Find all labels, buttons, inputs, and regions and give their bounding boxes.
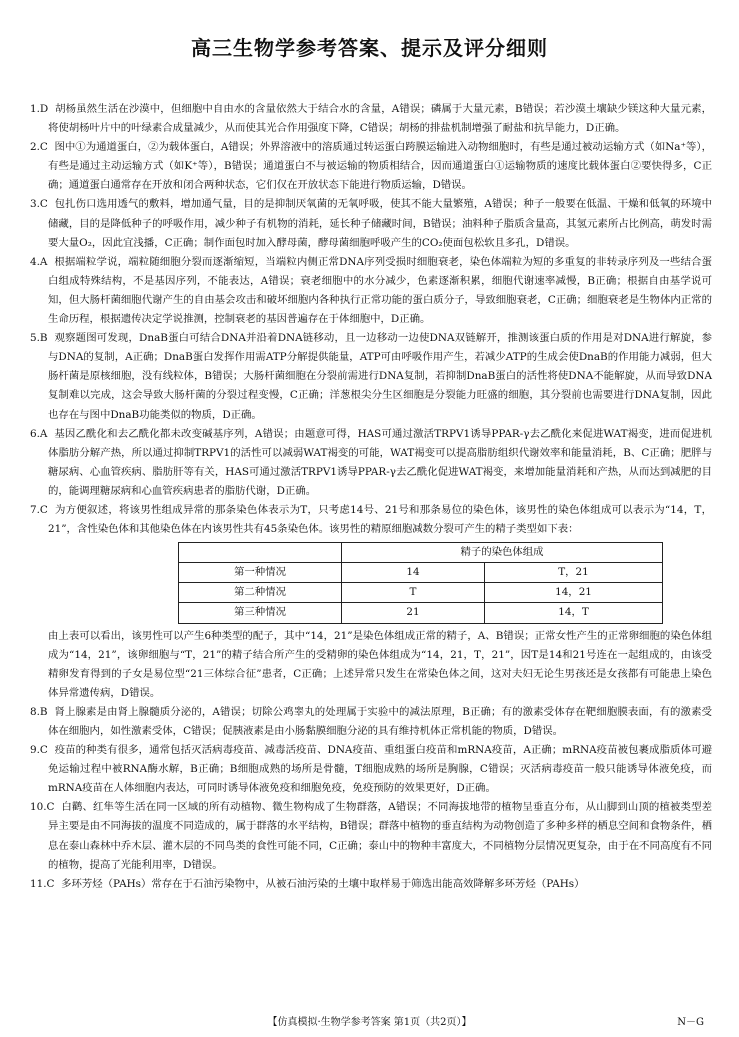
question-5: 5.B 观察题图可发现，DnaB蛋白可结合DNA并沿着DNA链移动，且一边移动一边使DNA双链解开，推测该蛋白质的作用是对DNA进行解旋，参与DNA的复制，A正确；DnaB蛋白发挥作用需ATP分解提供能量，ATP可由呼吸作用产生，若减少ATP的生成会使DnaB的作用能力减弱，但大肠杆菌是原核细胞，没有线粒体，B错误；大肠杆菌细胞在分裂前需进行DNA复制，若抑制DnaB蛋白的活性将使DNA不能解旋，从而导致DNA复制难以完成，这会导致大肠杆菌的分裂过程变慢，C正确；洋葱根尖分生区细胞是分裂能力旺盛的细胞，其分裂前也需要进行DNA复制，因此也存在与图中DnaB功能类似的物质，D正确。 xyxy=(30,332,713,421)
row-label: 第一种情况 xyxy=(179,563,342,583)
row-label: 第二种情况 xyxy=(179,583,342,603)
cell: T，21 xyxy=(485,563,663,583)
answer-content xyxy=(30,100,712,894)
cell: 14 xyxy=(342,563,485,583)
question-11: 11.C 多环芳烃（PAHs）常存在于石油污染物中，从被石油污染的土壤中取样易于筛选出能高效降解多环芳烃（PAHs） xyxy=(30,877,585,890)
page-title: 高三生物学参考答案、提示及评分细则 xyxy=(191,36,548,60)
row-label: 第三种情况 xyxy=(179,603,342,623)
page-footer xyxy=(0,1013,739,1028)
sperm-chromosome-table xyxy=(178,542,663,623)
question-9: 9.C 疫苗的种类有很多，通常包括灭活病毒疫苗、减毒活疫苗、DNA疫苗、重组蛋白疫苗和mRNA疫苗，A正确；mRNA疫苗被包裹成脂质体可避免运输过程中被RNA酶水解，B正确；B细胞成熟的场所是骨髓，T细胞成熟的场所是胸腺，C错误；灭活病毒疫苗一般只能诱导体液免疫，而mRNA疫苗在人体细胞内表达，可同时诱导体液免疫和细胞免疫，免疫预防的效果更好，D正确。 xyxy=(30,744,712,795)
footer-text: 【仿真模拟·生物学参考答案 第1页（共2页）】 xyxy=(267,1017,472,1028)
question-8: 8.B 肾上腺素是由肾上腺髓质分泌的，A错误；切除公鸡睾丸的处理属于实验中的减法原理，B正确；有的激素受体存在靶细胞膜表面，有的激素受体在细胞内，如性激素受体，C错误；促胰液素是由小肠黏膜细胞分泌的具有维持机体正常机能的物质，D错误。 xyxy=(30,705,712,737)
cell: 21 xyxy=(342,603,485,623)
cell: 14，21 xyxy=(485,583,663,603)
table-corner-cell xyxy=(179,543,342,563)
question-10: 10.C 白鹳、红隼等生活在同一区域的所有动植物、微生物构成了生物群落，A错误；不同海拔地带的植物呈垂直分布，从山脚到山顶的植被类型差异主要是由不同海拔的温度不同造成的，属于群落的水平结构，B错误；群落中植物的垂直结构为动物创造了多种多样的栖息空间和食物条件，栖息在泰山森林中乔木层、灌木层的不同鸟类的食性可能不同，C正确；泰山中的物种丰富度大，不同植物分层情况更复杂，由于在不同高度有不同的植物，提高了光能利用率，D错误。 xyxy=(30,801,713,871)
table-row xyxy=(179,583,663,603)
cell: T xyxy=(342,583,485,603)
cell: 14，T xyxy=(485,603,663,623)
question-7-continued: 由上表可以看出，该男性可以产生6种类型的配子，其中“14，21”是染色体组成正常的精子，A、B错误；正常女性产生的正常卵细胞的染色体组成为“14，21”，该卵细胞与“T，21”的精子结合所产生的受精卵的染色体组成为“14，21，T，21”，因T是14和21号连在一起组成的，由该受精卵发育得到的子女是易位型“21三体综合征”患者，C正确；上述异常只发生在常染色体之间，这对夫妇无论生男孩还是女孩都有可能患上染色体异常遗传病，D错误。 xyxy=(48,629,712,699)
question-3: 3.C 包扎伤口选用透气的敷料，增加通气量，目的是抑制厌氧菌的无氧呼吸，使其不能大量繁殖，A错误；种子一般要在低温、干燥和低氧的环境中储藏，目的是降低种子的呼吸作用，减少种子有机物的消耗，延长种子储藏时间，B错误；油料种子脂质含量高，其氢元素所占比例高，萌发时需要大量O₂，因此宜浅播，C正确；制作面包时加入酵母菌，酵母菌细胞呼吸产生的CO₂使面包松软且多孔，D错误。 xyxy=(30,198,713,249)
question-2: 2.C 图中①为通道蛋白，②为载体蛋白，A错误；外界溶液中的溶质通过转运蛋白跨膜运输进入动物细胞时，有些是通过被动运输方式（如Na⁺等），有些是通过主动运输方式（如K⁺等），B错误；通道蛋白不与被运输的物质相结合，因而通道蛋白①运输物质的速度比载体蛋白②要快得多，C正确；通道蛋白通常存在开放和闭合两种状态，它们仅在开放状态下能进行物质运输，D错误。 xyxy=(30,141,712,192)
table-header-row xyxy=(179,543,663,563)
table-row xyxy=(179,603,663,623)
footer-code: N－G xyxy=(677,1017,704,1028)
question-4: 4.A 根据端粒学说，端粒随细胞分裂而逐渐缩短，当端粒内侧正常DNA序列受损时细胞衰老，染色体端粒为短的多重复的非转录序列及一些结合蛋白组成特殊结构，不是基因序列，不能表达，A错误；衰老细胞中的水分减少，色素逐渐积累，细胞代谢速率减慢，B正确；根据自由基学说可知，但大肠杆菌细胞代谢产生的自由基会攻击和破坏细胞内各种执行正常功能的蛋白质分子，导致细胞衰老，C正确；细胞衰老是生物体内正常的生命历程，根据遗传决定学说推测，控制衰老的基因普遍存在于体细胞中，D正确。 xyxy=(30,255,713,326)
question-7: 7.C 为方便叙述，将该男性组成异常的那条染色体表示为T，只考虑14号、21号和那条易位的染色体，该男性的染色体组成可以表示为“14，T，21”，含性染色体和其他染色体在内该男性共有45条染色体。该男性的精原细胞减数分裂可产生的精子类型如下表： xyxy=(30,503,712,536)
question-6: 6.A 基因乙酰化和去乙酰化都未改变碱基序列，A错误；由题意可得，HAS可通过激活TRPV1诱导PPAR-γ去乙酰化来促进WAT褐变，进而促进机体脂肪分解产热，所以通过抑制TRPV1的活性可以减弱WAT褐变的可能，WAT褐变可以提高脂肪组织代谢效率和能量消耗，B、C正确；肥胖与糖尿病、心血管疾病、脂肪肝等有关，HAS可通过激活TRPV1诱导PPAR-γ去乙酰化促进WAT褐变，来增加能量消耗和产热，从而达到减肥的目的，能调理糖尿病和心血管疾病患者的脂肪代谢，D正确。 xyxy=(30,427,712,497)
question-1: 1.D 胡杨虽然生活在沙漠中，但细胞中自由水的含量依然大于结合水的含量，A错误；磷属于大量元素，B错误；若沙漠土壤缺少镁这种大量元素，将使胡杨叶片中的叶绿素合成量减少，从而使其光合作用强度下降，C错误；胡杨的排盐机制增强了耐盐和抗旱能力，D正确。 xyxy=(30,103,713,135)
table-header: 精子的染色体组成 xyxy=(342,543,663,563)
table-row xyxy=(179,563,663,583)
